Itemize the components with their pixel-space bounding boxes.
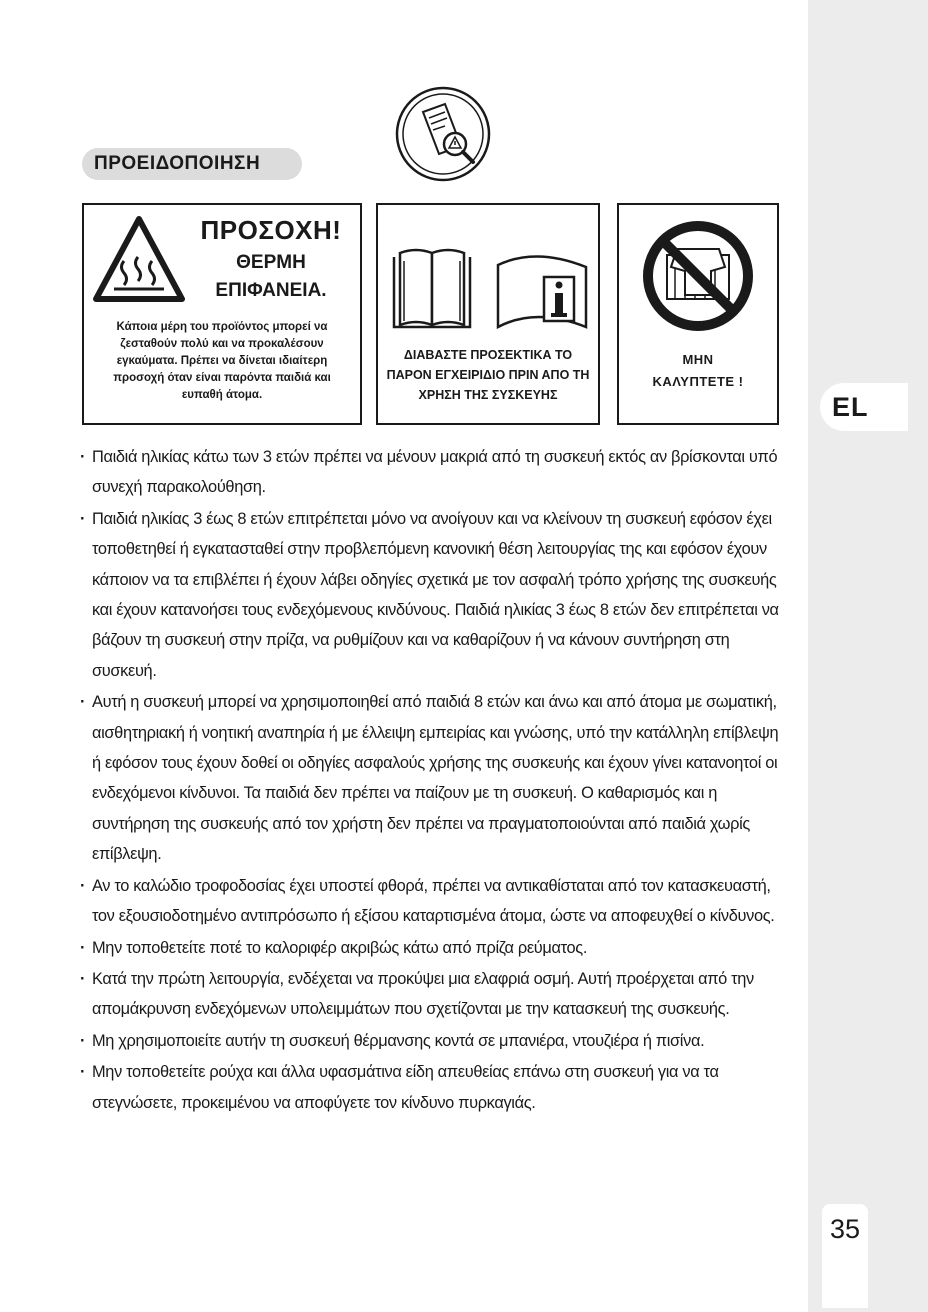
hot-surface-warning-icon [92, 213, 186, 307]
read-manual-text: ΔΙΑΒΑΣΤΕ ΠΡΟΣΕΚΤΙΚΑ ΤΟ ΠΑΡΟΝ ΕΓΧΕΙΡΙΔΙΟ ΠΡΙΝ ΑΠΟ ΤΗ ΧΡΗΣΗ ΤΗΣ ΣΥΣΚΕΥΗΣ [386, 348, 590, 402]
do-not-cover-icon [641, 219, 755, 333]
list-item: · Παιδιά ηλικίας κάτω των 3 ετών πρέπει να μένουν μακριά από τη συσκευή εκτός αν βρίσκονται υπό συνεχή παρακολούθηση. [80, 442, 790, 503]
list-item: · Μη χρησιμοποιείτε αυτήν τη συσκευή θέρμανσης κοντά σε μπανιέρα, ντουζιέρα ή πισίνα. [80, 1026, 790, 1056]
list-item: · Κατά την πρώτη λειτουργία, ενδέχεται να προκύψει μια ελαφριά οσμή. Αυτή προέρχεται από την απομάκρυνση ενδεχόμενων υπολειμμάτων που σχετίζονται με την κατασκευή της συσκευής. [80, 964, 790, 1025]
list-item: · Αν το καλώδιο τροφοδοσίας έχει υποστεί φθορά, πρέπει να αντικαθίσταται από τον κατασκευαστή, τον εξουσιοδοτημένο αντιπρόσωπο ή εξίσου καταρτισμένα άτομα, ώστε να αποφευχθεί ο κίνδυνος. [80, 871, 790, 932]
hot-surface-subtitle [196, 249, 346, 305]
do-not-cover-line1: ΜΗΝ [682, 352, 714, 367]
read-manual-box [376, 203, 600, 425]
hot-surface-subtitle-line1: ΘΕΡΜΗ [236, 252, 306, 273]
hot-surface-subtitle-line2: ΕΠΙΦΑΝΕΙΑ. [215, 280, 327, 301]
do-not-cover-box [617, 203, 779, 425]
do-not-cover-line2: ΚΑΛΥΠΤΕΤΕ ! [652, 374, 744, 389]
list-item: · Μην τοποθετείτε ποτέ το καλοριφέρ ακριβώς κάτω από πρίζα ρεύματος. [80, 933, 790, 963]
hot-surface-title: ΠΡΟΣΟΧΗ! [200, 215, 342, 245]
do-not-cover-text [623, 349, 773, 393]
section-label: ΠΡΟΕΙΔΟΠΟΙΗΣΗ [82, 148, 302, 180]
read-manual-icon [386, 241, 592, 329]
list-item: · Παιδιά ηλικίας 3 έως 8 ετών επιτρέπεται μόνο να ανοίγουν και να κλείνουν τη συσκευή εφόσον έχει τοποθετηθεί ή εγκατασταθεί στην προβλεπόμενη κανονική θέση λειτουργίας της και εφόσον έχουν κάποιον να τα επιβλέπει ή έχουν λάβει οδηγίες σχετικά με τον ασφαλή τρόπο χρήσης της συσκευής και έχουν κατανοήσει τους ενδεχόμενους κινδύνους. Παιδιά ηλικίας 3 έως 8 ετών δεν επιτρέπεται να βάζουν τη συσκευή στην πρίζα, να ρυθμίζουν και να καθαρίζουν ή να κάνουν συντήρηση στη συσκευή. [80, 504, 790, 686]
language-tab: EL [820, 383, 908, 431]
hot-surface-warning-box [82, 203, 362, 425]
list-item: · Αυτή η συσκευή μπορεί να χρησιμοποιηθεί από παιδιά 8 ετών και άνω και από άτομα με σωματική, αισθητηριακή ή νοητική αναπηρία ή με έλλειψη εμπειρίας και γνώσης, υπό την κατάλληλη επίβλεψη ή εφόσον τους έχουν δοθεί οι οδηγίες ασφαλούς χρήσης της συσκευής και έχουν γίνει κατανοητοί οι ενδεχόμενοι κίνδυνοι. Τα παιδιά δεν πρέπει να παίζουν με τη συσκευή. Ο καθαρισμός και η συντήρηση της συσκευής από τον χρήστη δεν πρέπει να πραγματοποιούνται από παιδιά χωρίς επίβλεψη. [80, 687, 790, 869]
side-margin-strip [808, 0, 928, 1312]
page-number: 35 [822, 1204, 868, 1308]
list-item: · Μην τοποθετείτε ρούχα και άλλα υφασμάτινα είδη απευθείας επάνω στη συσκευή για να τα στεγνώσετε, προκειμένου να αποφύγετε τον κίνδυνο πυρκαγιάς. [80, 1057, 790, 1118]
hot-surface-text: Κάποια μέρη του προϊόντος μπορεί να ζεσταθούν πολύ και να προκαλέσουν εγκαύματα. Πρέπει να δίνεται ιδιαίτερη προσοχή όταν είναι παρόντα παιδιά και ευπαθή άτομα. [113, 321, 331, 401]
manual-warning-icon [395, 86, 491, 182]
warnings-list [80, 442, 790, 1119]
